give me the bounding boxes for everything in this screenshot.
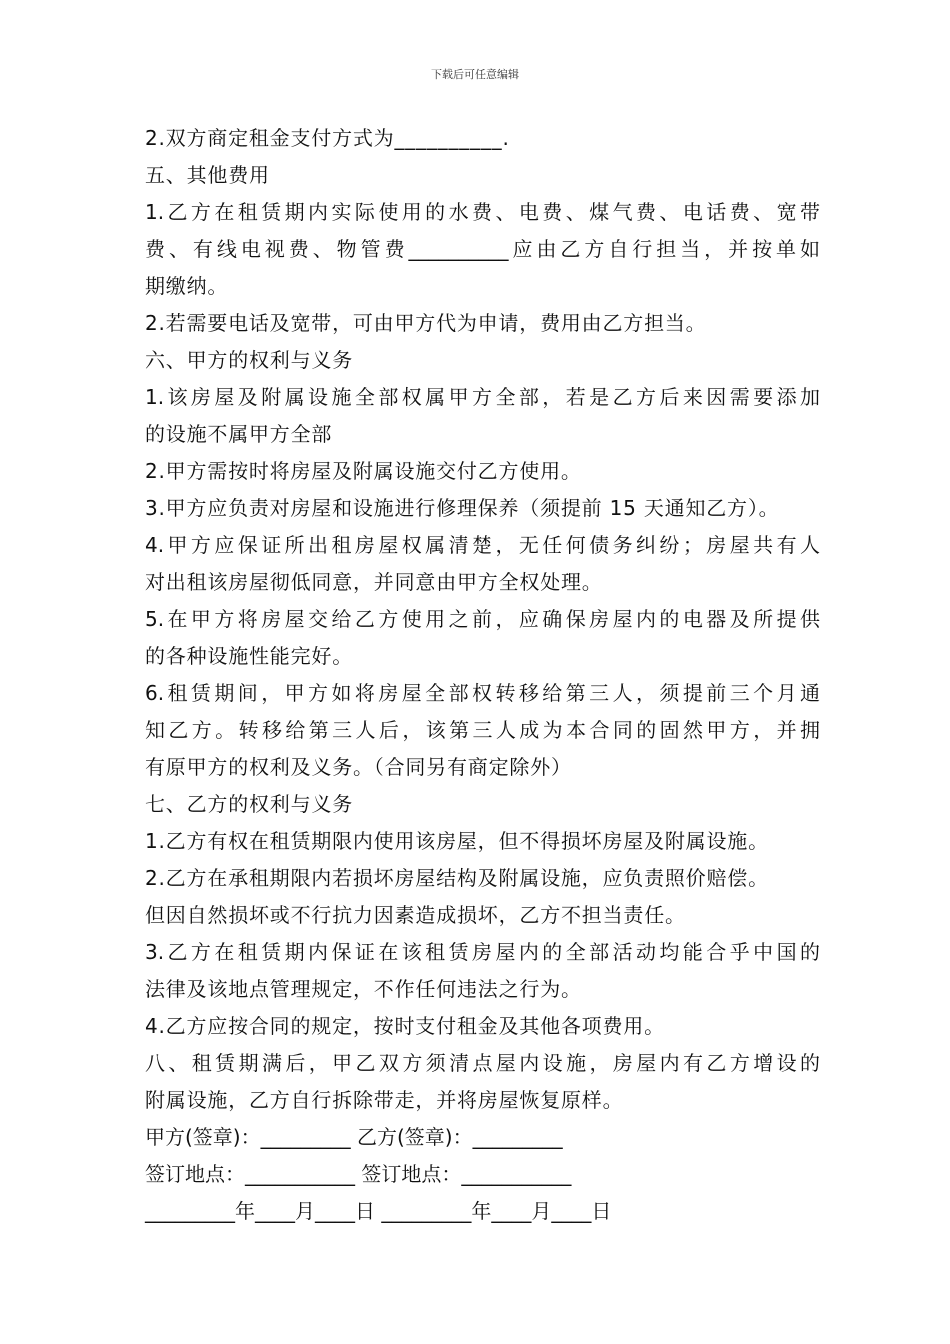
paragraph-line: 2.甲方需按时将房屋及附属设施交付乙方使用。 — [145, 459, 582, 483]
paragraph-line: 法律及该地点管理规定，不作任何违法之行为。 — [145, 977, 582, 1001]
paragraph-line: 费、有线电视费、物管费__________应由乙方自行担当，并按单如 — [145, 237, 820, 261]
signature-date-line: _________年____月____日 _________年____月____日 — [145, 1199, 612, 1223]
paragraph-line: 但因自然损坏或不行抗力因素造成损坏，乙方不担当责任。 — [145, 903, 686, 927]
paragraph-line: 附属设施，乙方自行拆除带走，并将房屋恢复原样。 — [145, 1088, 624, 1112]
section-heading-party-b-rights: 七、乙方的权利与义务 — [145, 792, 353, 816]
signature-place-line: 签订地点：___________ 签订地点：___________ — [145, 1162, 572, 1186]
paragraph-line: 的设施不属甲方全部 — [145, 422, 333, 446]
paragraph-line: 4.乙方应按合同的规定，按时支付租金及其他各项费用。 — [145, 1014, 665, 1038]
page-header: 下载后可任意编辑 — [431, 68, 519, 81]
paragraph-line: 期缴纳。 — [145, 274, 229, 298]
paragraph-line: 4.甲方应保证所出租房屋权属清楚，无任何债务纠纷；房屋共有人 — [145, 533, 820, 557]
paragraph-line: 3.乙方在租赁期内保证在该租赁房屋内的全部活动均能合乎中国的 — [145, 940, 820, 964]
section-heading-party-a-rights: 六、甲方的权利与义务 — [145, 348, 353, 372]
signature-party-line: 甲方(签章)：_________ 乙方(签章)：_________ — [145, 1125, 563, 1149]
paragraph-line: 1.乙方有权在租赁期限内使用该房屋，但不得损坏房屋及附属设施。 — [145, 829, 769, 853]
section-heading-lease-expiry: 八、租赁期满后，甲乙双方须清点屋内设施，房屋内有乙方增设的 — [145, 1051, 820, 1075]
paragraph-line: 5.在甲方将房屋交给乙方使用之前，应确保房屋内的电器及所提供 — [145, 607, 820, 631]
paragraph-line: 2.乙方在承租期限内若损坏房屋结构及附属设施，应负责照价赔偿。 — [145, 866, 769, 890]
paragraph-line: 1.乙方在租赁期内实际使用的水费、电费、煤气费、电话费、宽带 — [145, 200, 820, 224]
paragraph-line: 知乙方。转移给第三人后，该第三人成为本合同的固然甲方，并拥 — [145, 718, 820, 742]
paragraph-line: 2.若需要电话及宽带，可由甲方代为申请，费用由乙方担当。 — [145, 311, 707, 335]
paragraph-line: 6.租赁期间，甲方如将房屋全部权转移给第三人，须提前三个月通 — [145, 681, 820, 705]
payment-method-line: 2.双方商定租金支付方式为__________. — [145, 126, 510, 150]
document-body — [145, 120, 820, 1230]
paragraph-line: 的各种设施性能完好。 — [145, 644, 353, 668]
paragraph-line: 3.甲方应负责对房屋和设施进行修理保养（须提前 15 天通知乙方）。 — [145, 496, 780, 520]
paragraph-line: 1.该房屋及附属设施全部权属甲方全部，若是乙方后来因需要添加 — [145, 385, 820, 409]
paragraph-line: 有原甲方的权利及义务。（合同另有商定除外） — [145, 755, 572, 779]
section-heading-other-fees: 五、其他费用 — [145, 163, 270, 187]
paragraph-line: 对出租该房屋彻低同意，并同意由甲方全权处理。 — [145, 570, 603, 594]
